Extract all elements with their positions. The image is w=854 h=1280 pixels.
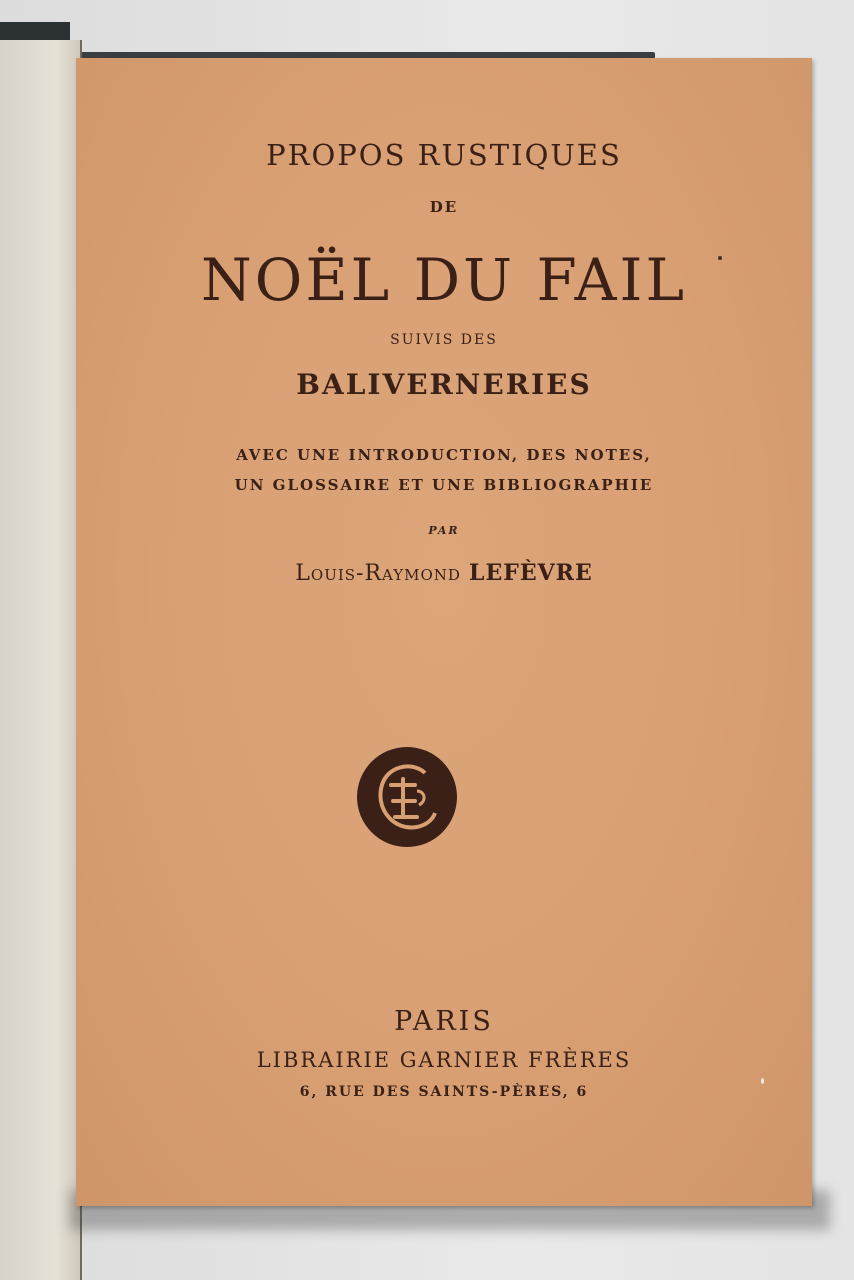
subtitle-line-1: AVEC UNE INTRODUCTION, DES NOTES, — [236, 446, 652, 464]
preposition-de: DE — [429, 198, 459, 216]
publisher-address: 6, RUE DES SAINTS-PÈRES, 6 — [299, 1084, 589, 1100]
paper-speck — [718, 256, 722, 260]
paper-speck — [761, 1078, 764, 1084]
publisher-monogram-icon — [355, 745, 459, 849]
title-page — [76, 58, 812, 1206]
editor-name — [76, 560, 812, 586]
suivis-des: SUIVIS DES — [390, 332, 498, 348]
publication-city: PARIS — [394, 1006, 494, 1037]
editor-last-name: LEFÈVRE — [468, 560, 593, 586]
work-title: BALIVERNERIES — [296, 368, 592, 401]
publisher-name: LIBRAIRIE GARNIER FRÈRES — [256, 1048, 632, 1072]
editor-first-name: Louis-Raymond — [295, 561, 461, 586]
subtitle-line-2: UN GLOSSAIRE ET UNE BIBLIOGRAPHIE — [234, 476, 654, 494]
author-name: NOËL DU FAIL — [201, 246, 687, 314]
endpaper-page — [0, 40, 82, 1280]
series-title: PROPOS RUSTIQUES — [266, 138, 622, 172]
par-label: PAR — [428, 524, 460, 537]
